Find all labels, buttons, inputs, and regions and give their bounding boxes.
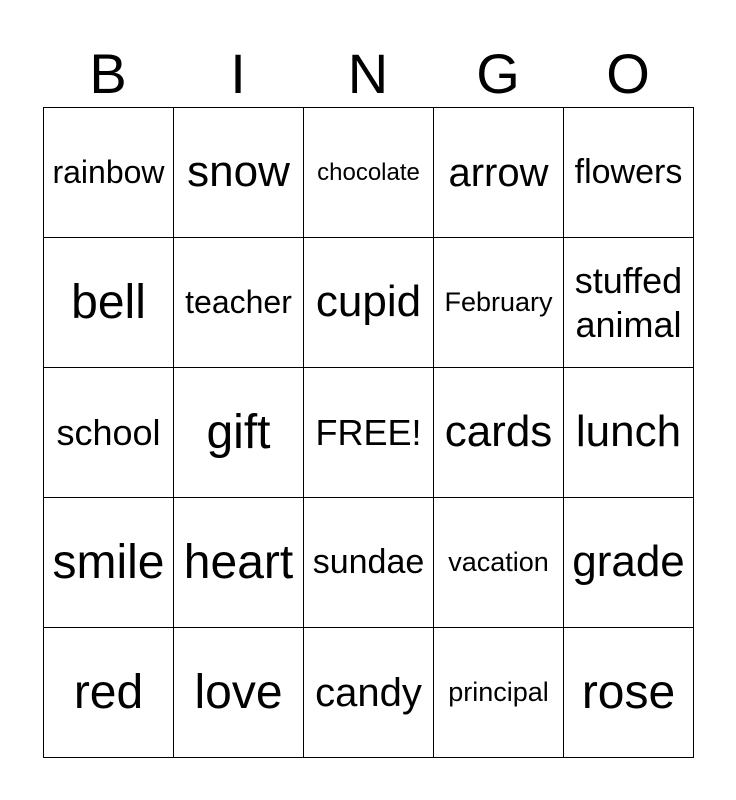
- bingo-cell-r3c3-free: FREE!: [304, 368, 434, 498]
- bingo-cell-r2c2: teacher: [174, 238, 304, 368]
- bingo-cell-r1c3: chocolate: [304, 108, 434, 238]
- bingo-cell-r1c5: flowers: [564, 108, 694, 238]
- bingo-cell-r1c1: rainbow: [44, 108, 174, 238]
- bingo-cell-r5c2: love: [174, 628, 304, 758]
- header-letter-b: B: [89, 42, 127, 105]
- bingo-cell-r1c4: arrow: [434, 108, 564, 238]
- bingo-cell-r5c1: red: [44, 628, 174, 758]
- bingo-header: [43, 40, 693, 108]
- bingo-cell-r5c5: rose: [564, 628, 694, 758]
- bingo-cell-r2c1: bell: [44, 238, 174, 368]
- bingo-cell-r4c4: vacation: [434, 498, 564, 628]
- bingo-board: [43, 107, 694, 758]
- bingo-cell-r4c1: smile: [44, 498, 174, 628]
- bingo-cell-r3c5: lunch: [564, 368, 694, 498]
- bingo-cell-r3c1: school: [44, 368, 174, 498]
- header-letter-i: I: [230, 42, 246, 105]
- bingo-cell-r5c4: principal: [434, 628, 564, 758]
- bingo-cell-r5c3: candy: [304, 628, 434, 758]
- header-letter-n: N: [347, 42, 389, 105]
- header-letter-g: G: [476, 42, 520, 105]
- bingo-cell-r1c2: snow: [174, 108, 304, 238]
- bingo-cell-r2c5: stuffed animal: [564, 238, 694, 368]
- bingo-cell-r2c4: February: [434, 238, 564, 368]
- bingo-cell-r4c2: heart: [174, 498, 304, 628]
- bingo-cell-r4c3: sundae: [304, 498, 434, 628]
- header-letter-o: O: [606, 42, 650, 105]
- bingo-cell-r2c3: cupid: [304, 238, 434, 368]
- bingo-cell-r3c2: gift: [174, 368, 304, 498]
- bingo-cell-r4c5: grade: [564, 498, 694, 628]
- bingo-cell-r3c4: cards: [434, 368, 564, 498]
